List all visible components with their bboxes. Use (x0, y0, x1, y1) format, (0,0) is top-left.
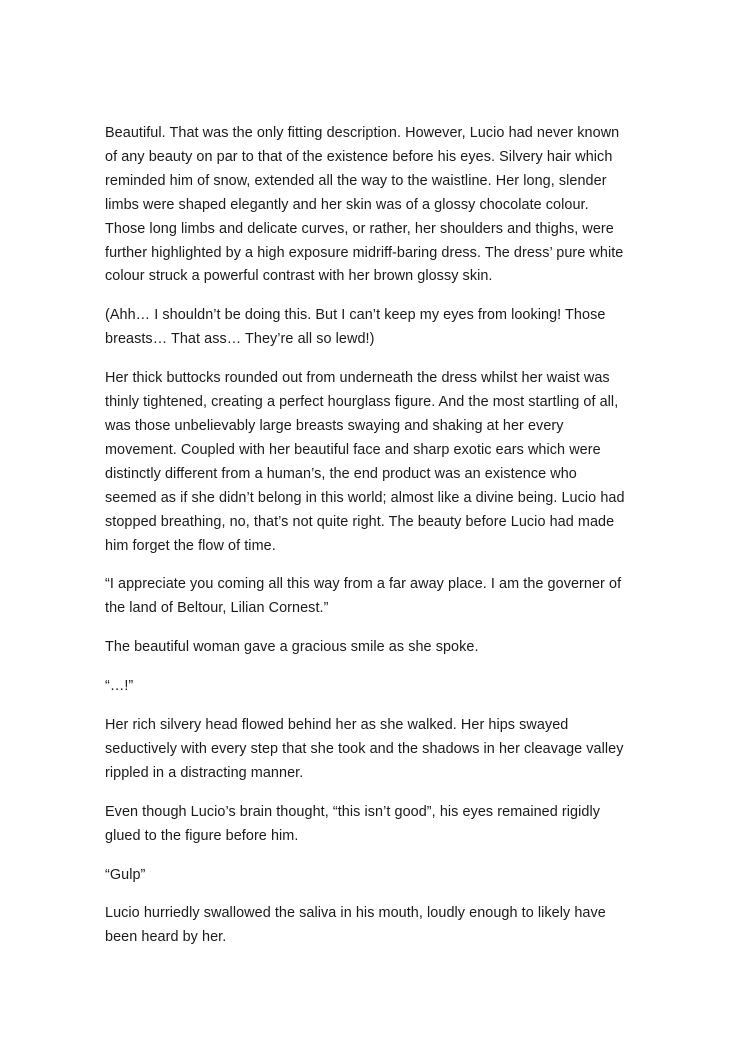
paragraph: Her thick buttocks rounded out from underneath the dress whilst her waist was thinly tightened, creating a perfect hourglass figure. And the most startling of all, was those unbelievably large breasts swaying and shaking at her every movement. Coupled with her beautiful face and sharp exotic ears which were distinctly different from a human’s, the end product was an existence who seemed as if she didn’t belong in this world; almost like a divine being. Lucio had stopped breathing, no, that’s not quite right. The beauty before Lucio had made him forget the flow of time. (105, 370, 625, 554)
paragraph: The beautiful woman gave a gracious smile as she spoke. (105, 639, 479, 656)
paragraph: Beautiful. That was the only fitting description. However, Lucio had never known of any beauty on par to that of the existence before his eyes. Silvery hair which reminded him of snow, extended all the way to the waistline. Her long, slender limbs were shaped elegantly and her skin was of a glossy chocolate colour. Those long limbs and delicate curves, or rather, her shoulders and thighs, were further highlighted by a high exposure midriff-baring dress. The dress’ pure white colour struck a powerful contrast with her brown glossy skin. (105, 125, 624, 285)
paragraph: “I appreciate you coming all this way from a far away place. I am the governer of the land of Beltour, Lilian Cornest.” (105, 576, 622, 617)
paragraph: (Ahh… I shouldn’t be doing this. But I can’t keep my eyes from looking! Those breasts… That ass… They’re all so lewd!) (105, 307, 606, 348)
paragraph: “…!” (105, 678, 134, 695)
document-text-column (105, 122, 627, 950)
paragraph: Her rich silvery head flowed behind her as she walked. Her hips swayed seductively with every step that she took and the shadows in her cleavage valley rippled in a distracting manner. (105, 717, 624, 781)
paragraph: “Gulp” (105, 866, 146, 883)
paragraph: Even though Lucio’s brain thought, “this isn’t good”, his eyes remained rigidly glued to the figure before him. (105, 803, 600, 844)
paragraph: Lucio hurriedly swallowed the saliva in his mouth, loudly enough to likely have been heard by her. (105, 905, 606, 946)
